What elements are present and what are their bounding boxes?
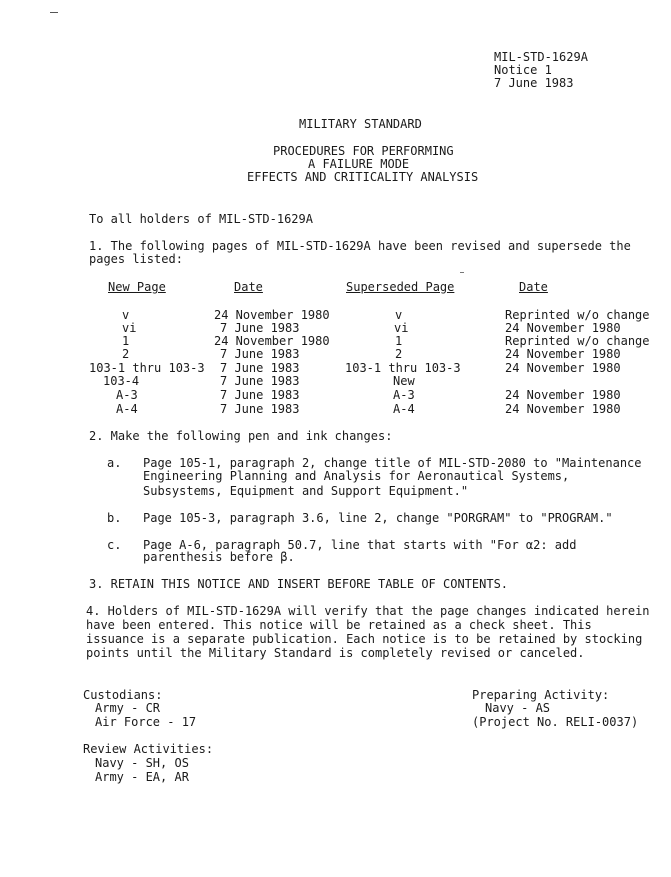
- scan-mark: [50, 12, 58, 13]
- table-cell: 7 June 1983: [220, 374, 300, 388]
- table-cell: Reprinted w/o change: [505, 334, 650, 348]
- project-number: (Project No. RELI-0037): [472, 715, 639, 729]
- item-2c-line-2: parenthesis before β.: [143, 550, 295, 564]
- item-4-line-1: 4. Holders of MIL-STD-1629A will verify that the page changes indicated herein: [86, 604, 650, 618]
- table-cell: 24 November 1980: [214, 334, 330, 348]
- column-header-superseded-date: Date: [519, 280, 548, 294]
- table-cell: 24 November 1980: [214, 308, 330, 322]
- review-activities-label: Review Activities:: [83, 742, 214, 756]
- notice-number: Notice 1: [494, 63, 552, 77]
- table-cell: 24 November 1980: [505, 388, 621, 402]
- doc-id: MIL-STD-1629A: [494, 50, 588, 64]
- table-cell: 24 November 1980: [505, 321, 621, 335]
- review-navy: Navy - SH, OS: [95, 756, 189, 770]
- item-2a-line-3: Subsystems, Equipment and Support Equipment.": [143, 484, 469, 498]
- table-cell: 2: [122, 347, 130, 361]
- item-2a-line-1: Page 105-1, paragraph 2, change title of MIL-STD-2080 to "Maintenance: [143, 456, 642, 470]
- notice-date: 7 June 1983: [494, 76, 574, 90]
- item-2c-line-1: Page A-6, paragraph 50.7, line that starts with "For α2: add: [143, 538, 577, 552]
- table-cell: 103-1 thru 103-3: [345, 361, 461, 375]
- salutation: To all holders of MIL-STD-1629A: [89, 212, 313, 226]
- item-4-line-4: points until the Military Standard is completely revised or canceled.: [86, 646, 585, 660]
- preparing-activity-label: Preparing Activity:: [472, 688, 610, 702]
- item-4-line-2: have been entered. This notice will be retained as a check sheet. This: [86, 618, 592, 632]
- table-cell: A-3: [116, 388, 138, 402]
- custodian-army: Army - CR: [95, 701, 161, 715]
- title-line-3: EFFECTS AND CRITICALITY ANALYSIS: [247, 170, 479, 184]
- title-line-1: PROCEDURES FOR PERFORMING: [273, 144, 454, 158]
- item-2a-label: a.: [107, 456, 122, 470]
- review-army: Army - EA, AR: [95, 770, 189, 784]
- table-cell: 2: [395, 347, 403, 361]
- table-cell: 7 June 1983: [220, 388, 300, 402]
- table-cell: 1: [122, 334, 130, 348]
- table-cell: 7 June 1983: [220, 347, 300, 361]
- table-cell: A-4: [116, 402, 138, 416]
- table-cell: New: [393, 374, 415, 388]
- table-cell: 24 November 1980: [505, 347, 621, 361]
- column-header-superseded-page: Superseded Page: [346, 280, 455, 294]
- item-2a-line-2: Engineering Planning and Analysis for Aeronautical Systems,: [143, 469, 570, 483]
- table-cell: 103-1 thru 103-3: [89, 361, 205, 375]
- table-cell: 1: [395, 334, 403, 348]
- table-cell: 24 November 1980: [505, 361, 621, 375]
- table-cell: vi: [122, 321, 137, 335]
- column-header-new-page: New Page: [108, 280, 166, 294]
- item-3: 3. RETAIN THIS NOTICE AND INSERT BEFORE TABLE OF CONTENTS.: [89, 577, 509, 591]
- title-line-2: A FAILURE MODE: [308, 157, 410, 171]
- custodian-air-force: Air Force - 17: [95, 715, 197, 729]
- table-cell: v: [395, 308, 403, 322]
- item-2c-label: c.: [107, 538, 122, 552]
- column-header-date: Date: [234, 280, 263, 294]
- item-1-line-1: 1. The following pages of MIL-STD-1629A have been revised and supersede the: [89, 239, 631, 253]
- table-cell: A-4: [393, 402, 415, 416]
- item-2b-line-1: Page 105-3, paragraph 3.6, line 2, change "PORGRAM" to "PROGRAM.": [143, 511, 613, 525]
- table-cell: 7 June 1983: [220, 361, 300, 375]
- title-standard: MILITARY STANDARD: [299, 117, 422, 131]
- table-cell: 7 June 1983: [220, 321, 300, 335]
- table-cell: 103-4: [103, 374, 140, 388]
- scan-mark: [460, 272, 464, 273]
- table-cell: 24 November 1980: [505, 402, 621, 416]
- table-cell: v: [122, 308, 130, 322]
- table-cell: vi: [394, 321, 409, 335]
- item-4-line-3: issuance is a separate publication. Each notice is to be retained by stocking: [86, 632, 643, 646]
- item-2b-label: b.: [107, 511, 122, 525]
- table-cell: Reprinted w/o change: [505, 308, 650, 322]
- table-cell: 7 June 1983: [220, 402, 300, 416]
- table-cell: A-3: [393, 388, 415, 402]
- item-2-intro: 2. Make the following pen and ink changes:: [89, 429, 393, 443]
- custodians-label: Custodians:: [83, 688, 163, 702]
- preparing-activity-navy: Navy - AS: [485, 701, 551, 715]
- item-1-line-2: pages listed:: [89, 252, 183, 266]
